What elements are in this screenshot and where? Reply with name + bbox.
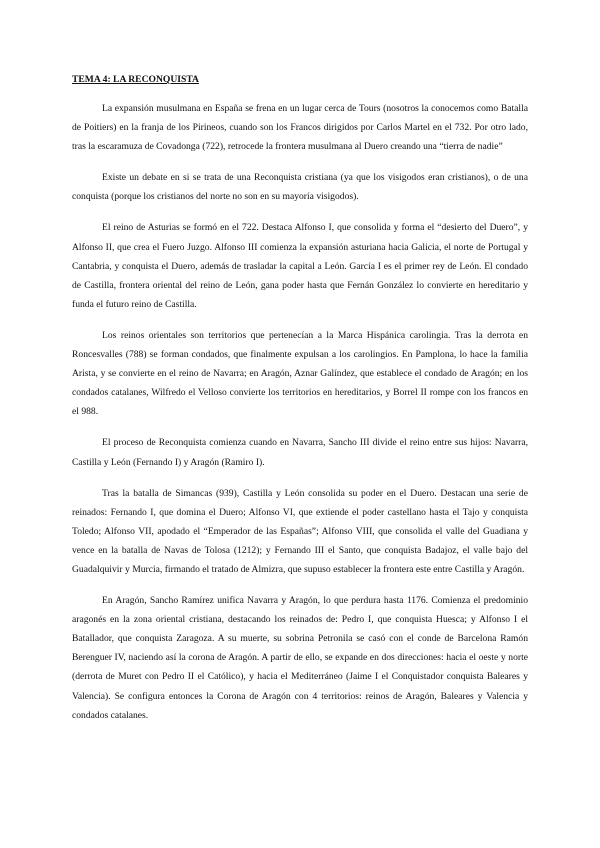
paragraph: Tras la batalla de Simancas (939), Castilla y León consolida su poder en el Duero. Destacan una serie de reinados: Fernando I, que domina el Duero; Alfonso VI, que extiende el poder castellano hasta el Tajo y conquista Toledo; Alfonso VII, apodado el “Emperador de las Españas”; Alfonso VIII, que consolida el valle del Guadiana y vence en la batalla de Navas de Tolosa (1212); y Fernando III el Santo, que conquista Badajoz, el valle bajo del Guadalquivir y Murcia, firmando el tratado de Almizra, que supuso establecer la frontera este entre Castilla y Aragón.	[72, 487, 528, 575]
paragraph: El reino de Asturias se formó en el 722. Destaca Alfonso I, que consolida y forma el “desierto del Duero”, y Alfonso II, que crea el Fuero Juzgo. Alfonso III comienza la expansión asturiana hacia Galicia, el norte de Portugal y Cantabria, y conquista el Duero, además de trasladar la capital a León. García I es el primer rey de León. El condado de Castilla, frontera oriental del reino de León, gana poder hasta que Fernán González lo convierte en hereditario y funda el futuro reino de Castilla.	[72, 222, 528, 310]
paragraph: El proceso de Reconquista comienza cuando en Navarra, Sancho III divide el reino entre sus hijos: Navarra, Castilla y León (Fernando I) y Aragón (Ramiro I).	[72, 437, 528, 468]
paragraph: En Aragón, Sancho Ramírez unifica Navarra y Aragón, lo que perdura hasta 1176. Comienza el predominio aragonés en la zona oriental cristiana, destacando los reinados de: Pedro I, que conquista Huesca; y Alfonso I el Batallador, que conquista Zaragoza. A su muerte, su sobrina Petronila se casó con el conde de Barcelona Ramón Berenguer IV, naciendo así la corona de Aragón. A partir de ello, se expande en dos direcciones: hacia el oeste y norte (derrota de Muret con Pedro II el Católico), y hacia el Mediterráneo (Jaime I el Conquistador conquista Baleares y Valencia). Se configura entonces la Corona de Aragón con 4 territorios: reinos de Aragón, Baleares y Valencia y condados catalanes.	[72, 595, 528, 721]
paragraph: Existe un debate en si se trata de una Reconquista cristiana (ya que los visigodos eran cristianos), o de una conquista (porque los cristianos del norte no son en su mayoría visigodos).	[72, 172, 528, 203]
paragraph: La expansión musulmana en España se frena en un lugar cerca de Tours (nosotros la conocemos como Batalla de Poitiers) en la franja de los Pirineos, cuando son los Francos dirigidos por Carlos Martel en el 732. Por otro lado, tras la escaramuza de Covadonga (722), retrocede la frontera musulmana al Duero creando una “tierra de nadie”	[72, 103, 528, 153]
document-title: TEMA 4: LA RECONQUISTA	[72, 74, 199, 85]
document-body	[72, 70, 528, 737]
paragraph: Los reinos orientales son territorios que pertenecían a la Marca Hispánica carolingia. Tras la derrota en Roncesvalles (788) se forman condados, que finalmente expulsan a los carolingios. En Pamplona, lo hace la familia Arista, y se convierte en el reino de Navarra; en Aragón, Aznar Galíndez, que establece el condado de Aragón; en los condados catalanes, Wilfredo el Velloso convierte los territorios en hereditarios, y Borrel II rompe con los francos en el 988.	[72, 329, 528, 418]
